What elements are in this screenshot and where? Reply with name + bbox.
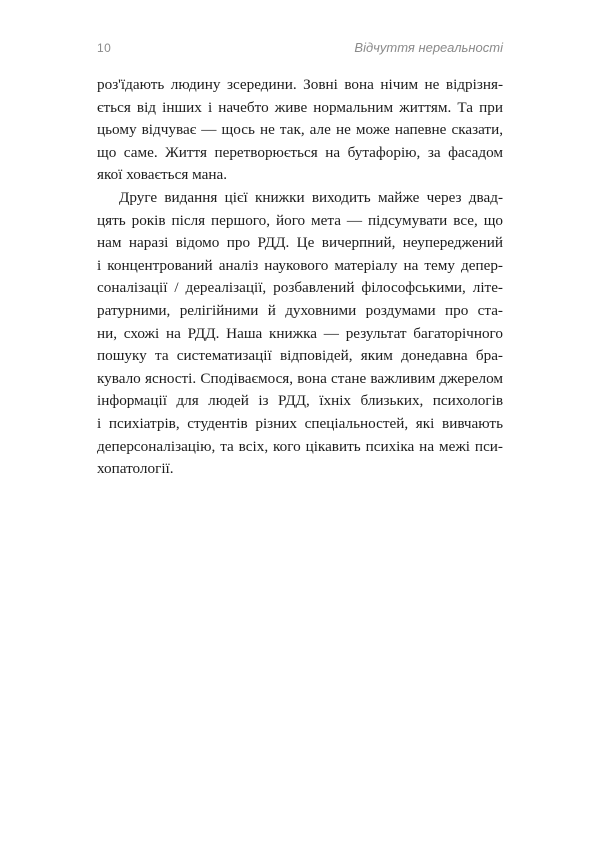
text-line: Друге видання цієї книжки виходить майже через двад-	[119, 188, 503, 206]
text-line: пошуку та систематизації відповідей, яким донедавна бра-	[97, 347, 503, 365]
text-line: цять років після першого, його мета — підсумувати все, що	[97, 211, 503, 229]
text-line: соналізації / дереалізації, розбавлений філософськими, літе-	[97, 279, 503, 297]
text-line: ни, схожі на РДД. Наша книжка — результат багаторічного	[97, 324, 503, 342]
text-line: ратурними, релігійними й духовними роздумами про ста-	[97, 301, 503, 319]
paragraph-2	[97, 187, 503, 481]
text-line: цьому відчуває — щось не так, але не може напевне сказати,	[97, 121, 503, 139]
text-line: і психіатрів, студентів різних спеціальностей, які вивчають	[97, 414, 503, 432]
text-line: що саме. Життя перетворюється на бутафорію, за фасадом	[97, 143, 503, 161]
text-line: нам наразі відомо про РДД. Це вичерпний, неупереджений	[97, 234, 503, 252]
running-head	[97, 38, 503, 58]
text-line: хопатології.	[97, 460, 174, 478]
page-number: 10	[97, 41, 112, 55]
body-text	[97, 74, 503, 481]
text-line: і концентрований аналіз наукового матеріалу на тему депер-	[97, 256, 503, 274]
text-line: ється від інших і начебто живе нормальним життям. Та при	[97, 98, 503, 116]
text-line: деперсоналізацію, та всіх, кого цікавить психіка на межі пси-	[97, 437, 503, 455]
text-line: інформації для людей із РДД, їхніх близьких, психологів	[97, 392, 503, 410]
text-line: якої ховається мана.	[97, 166, 228, 184]
paragraph-1	[97, 74, 503, 187]
text-line: роз'їдають людину зсередини. Зовні вона нічим не відрізня-	[97, 76, 503, 93]
running-head-book-title: Відчуття нереальності	[354, 40, 503, 55]
text-line: кувало ясності. Сподіваємося, вона стане важливим джерелом	[97, 369, 503, 387]
